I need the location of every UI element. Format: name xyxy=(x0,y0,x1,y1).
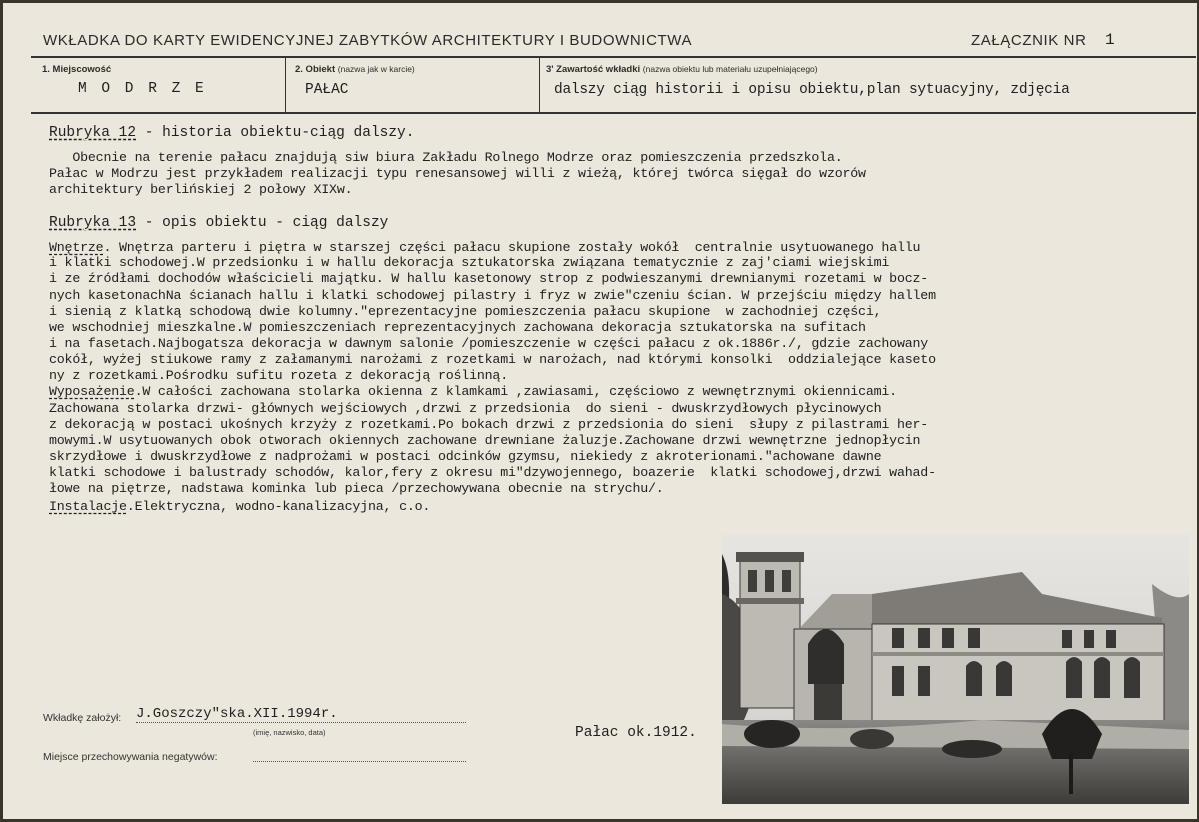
negatives-line xyxy=(253,761,466,762)
equipment-line-2: z dekoracją w postaci ukośnych krzyży z rozetkami.Po bokach drzwi z przedsionia do sieni słupy z pilastrami her- xyxy=(49,417,929,432)
interior-line-1: i klatki schodowej.W przedsionku i w hallu dekoracja sztukatorska związana tematycznie z zaj'ciami wiejskimi xyxy=(49,255,890,270)
interior-line-2: i ze źródłami dochodów właścicieli majątku. W hallu kasetonowy strop z podwieszanymi drewnianymi rozetami w bocz- xyxy=(49,271,929,286)
equipment-line-1: Zachowana stolarka drzwi- głównych wejściowych ,drzwi z przedsionia do sieni - dwuskrzydłowych płycinowych xyxy=(49,401,882,416)
field-divider-1 xyxy=(285,57,286,113)
interior-line-8: ny z rozetkami.Pośrodku sufitu rozeta z dekoracją roślinną. xyxy=(49,368,508,383)
equipment-line-0 xyxy=(49,384,897,400)
section12-line-2: Pałac w Modrzu jest przykładem realizacji typu renesansowej willi z wieżą, której twórca sięgał do wzorów xyxy=(49,166,866,181)
locality-label: 1. Miejscowość xyxy=(42,64,112,75)
interior-term: Wnętrze xyxy=(49,240,104,255)
section13-heading-rest: - opis obiektu - ciąg dalszy xyxy=(136,215,389,231)
annex-label: ZAŁĄCZNIK NR xyxy=(971,32,1087,49)
header-rule xyxy=(31,56,1196,58)
content-label xyxy=(546,64,818,75)
equipment-line-6: łowe na piętrze, nadstawa kominka lub pieca /przechowywana obecnie na strychu/. xyxy=(49,481,664,496)
equipment-first: .W całości zachowana stolarka okienna z klamkami ,zawiasami, częściowo z wewnętrznymi okiennicami. xyxy=(134,384,897,399)
palace-photo xyxy=(722,534,1189,804)
object-label xyxy=(295,64,415,75)
interior-line-3: nych kasetonachNa ścianach hallu i klatki schodowej pilastry i fryz w zwie"czeniu ścian. W przejściu między hallem xyxy=(49,288,936,303)
object-value: PAŁAC xyxy=(305,82,349,98)
inserted-by-value: J.Goszczy"ska.XII.1994r. xyxy=(136,706,338,722)
content-value: dalszy ciąg historii i opisu obiektu,plan sytuacyjny, zdjęcia xyxy=(554,82,1070,98)
fields-bottom-rule xyxy=(31,112,1196,114)
section12-line-3: architektury berlińskiej 2 połowy XIXw. xyxy=(49,182,353,197)
form-title: WKŁADKA DO KARTY EWIDENCYJNEJ ZABYTKÓW ARCHITEKTURY I BUDOWNICTWA xyxy=(43,32,693,49)
negatives-label: Miejsce przechowywania negatywów: xyxy=(43,751,218,763)
section12-heading-term: Rubryka 12 xyxy=(49,125,137,141)
equipment-term: Wyposażenie xyxy=(49,384,135,399)
locality-value: M O D R Z E xyxy=(78,81,207,97)
content-label-text: 3' Zawartość wkładki xyxy=(546,64,641,75)
field-divider-2 xyxy=(539,57,540,113)
installations-text: .Elektryczna, wodno-kanalizacyjna, c.o. xyxy=(126,499,431,514)
inserted-by-label: Wkładkę założył: xyxy=(43,712,122,724)
object-label-text: 2. Obiekt xyxy=(295,64,336,75)
section12-heading xyxy=(49,125,414,141)
installations-term: Instalacje xyxy=(49,499,127,514)
interior-line-6: i na fasetach.Najbogatsza dekoracja w dawnym salonie /pomieszczenie w części pałacu z ok.1886r./, gdzie zachowany xyxy=(49,336,929,351)
inserted-by-hint: (imię, nazwisko, data) xyxy=(253,728,326,737)
interior-first: . Wnętrza parteru i piętra w starszej części pałacu skupione zostały wokół centralnie usytuowanego hallu xyxy=(103,240,921,255)
object-label-hint: (nazwa jak w karcie) xyxy=(337,64,415,74)
installations-line xyxy=(49,499,430,515)
equipment-line-3: mowymi.W usytuowanych obok otworach okiennych zachowane drewniane żaluzje.Zachowane drzwi wewnętrzne jednopłycin xyxy=(49,433,921,448)
equipment-line-4: skrzydłowe i dwuskrzydłowe z nadprożami w postaci odcinków gzymsu, niekiedy z akroterionami."achowane dawne xyxy=(49,449,882,464)
photo-caption: Pałac ok.1912. xyxy=(575,725,697,741)
interior-line-5: we wschodniej mieszkalne.W pomieszczeniach reprezentacyjnych zachowana dekoracja sztukatorska na sufitach xyxy=(49,320,866,335)
annex-number: 1 xyxy=(1105,31,1115,49)
section12-heading-rest: - historia obiektu-ciąg dalszy. xyxy=(136,125,415,141)
inserted-by-line xyxy=(136,722,466,723)
section12-line-1: Obecnie na terenie pałacu znajdują siw biura Zakładu Rolnego Modrze oraz pomieszczenia przedszkola. xyxy=(49,150,843,165)
section13-heading xyxy=(49,215,388,231)
interior-line-4: i sienią z klatką schodową dwie kolumny."eprezentacyjne pomieszczenia pałacu skupione w zachodniej części, xyxy=(49,304,882,319)
interior-line-7: cokół, wyżej stiukowe ramy z załamanymi narożami z rozetkami w narożach, nad którymi konsolki oddzialejące kaseto xyxy=(49,352,936,367)
section13-heading-term: Rubryka 13 xyxy=(49,215,137,231)
interior-line-0 xyxy=(49,240,920,256)
content-label-hint: (nazwa obiektu lub materiału uzupełniającego) xyxy=(642,64,818,74)
equipment-line-5: klatki schodowe i balustrady schodów, kalor,fery z okresu mi"dzywojennego, boazerie klatki schodowej,drzwi wahad- xyxy=(49,465,936,480)
palace-photo-drawing xyxy=(722,534,1189,804)
